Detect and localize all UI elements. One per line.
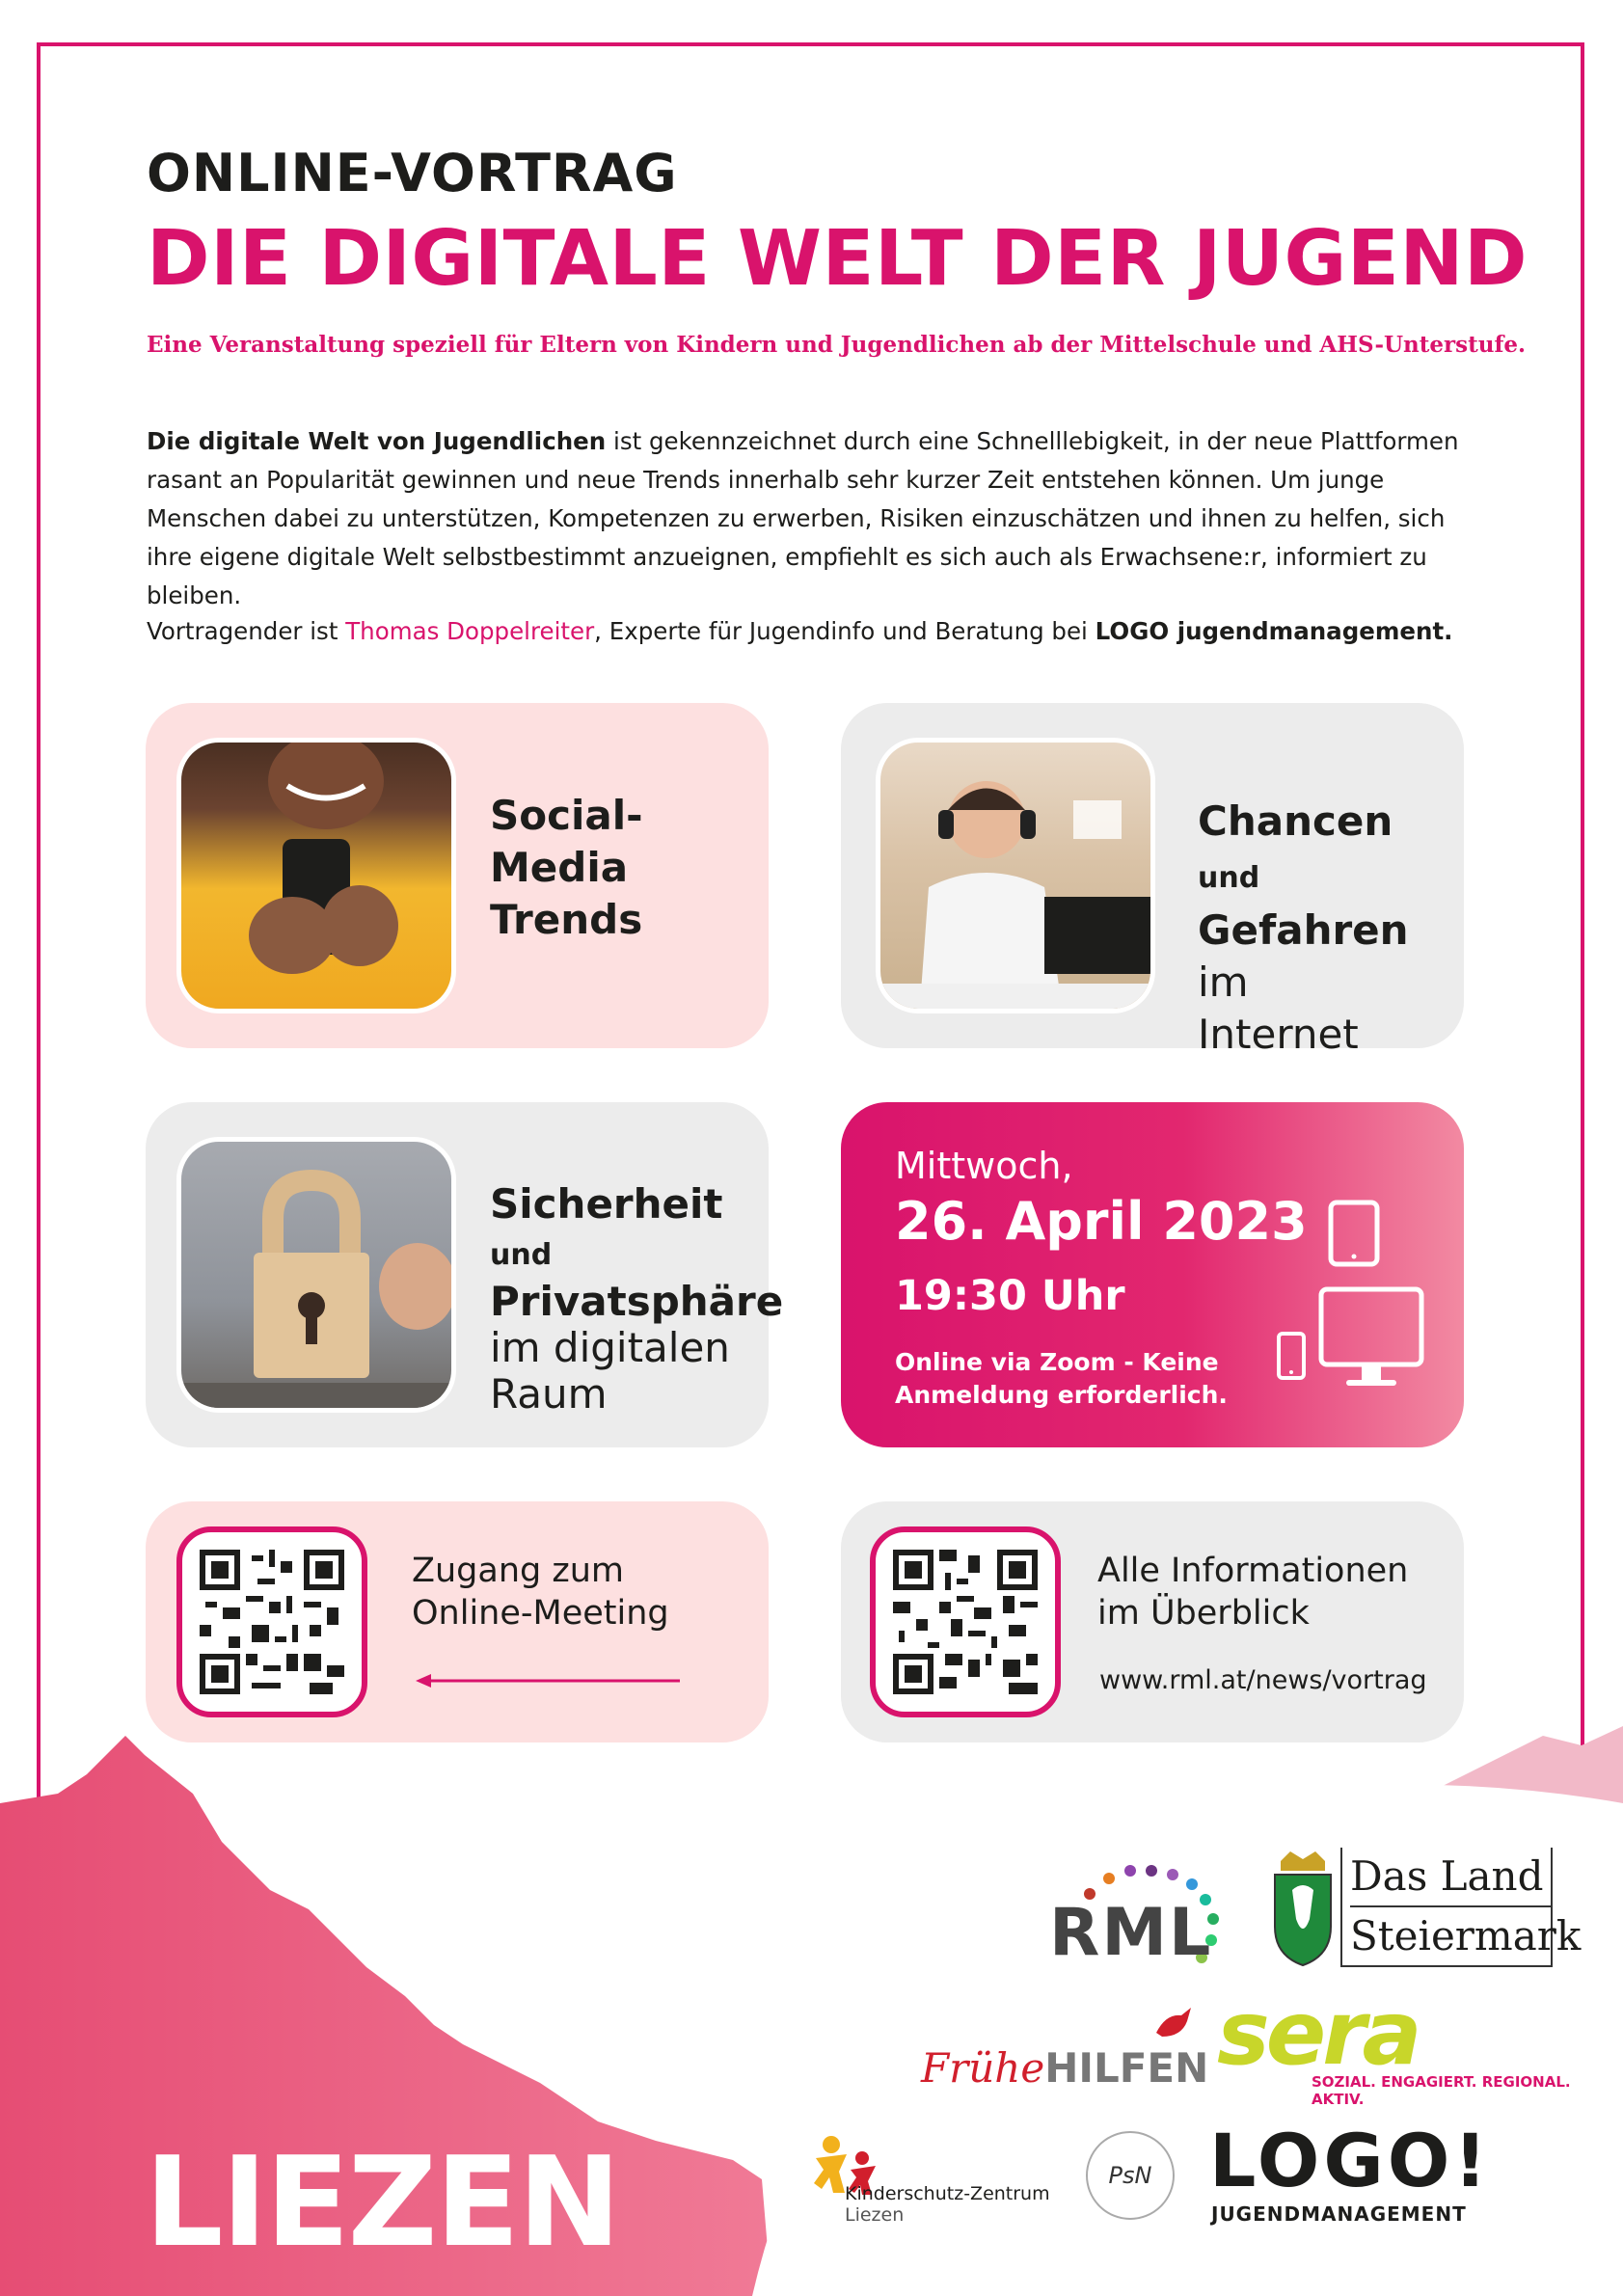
event-note-l1: Online via Zoom - Keine [895,1348,1219,1376]
chancen-w4: im [1198,959,1249,1006]
sicherheit-text [490,1181,783,1418]
qr-meeting-l2: Online-Meeting [412,1594,669,1633]
event-weekday: Mittwoch, [895,1145,1073,1187]
social-l2: Media [490,844,629,891]
page-title: DIE DIGITALE WELT DER JUGEND [147,214,1528,303]
ksz-l1: Kinderschutz-Zentrum [845,2183,1050,2204]
speaker-middle: , Experte für Jugendinfo und Beratung bei [594,617,1096,645]
chancen-text [1198,796,1464,1061]
card-social-media [146,703,769,1048]
psn-logo: PsN [1086,2131,1175,2220]
card-qr-info [841,1501,1464,1742]
qr-code-meeting[interactable] [176,1526,367,1717]
card-sicherheit [146,1102,784,1447]
card-chancen [841,703,1464,1058]
kinderschutz-logo [845,2183,1050,2226]
event-date-card [841,1102,1464,1447]
card-qr-meeting [146,1501,769,1742]
social-l3: Trends [490,896,643,943]
photo-padlock [176,1137,456,1413]
speaker-name: Thomas Doppelreiter [345,617,595,645]
info-url-link[interactable]: www.rml.at/news/vortrag [1099,1665,1427,1695]
kicker: ONLINE-VORTRAG [147,143,678,203]
event-date: 26. April 2023 [895,1191,1308,1252]
speaker-org: LOGO jugendmanagement. [1095,617,1453,645]
intro-lead: Die digitale Welt von Jugendlichen [147,427,607,455]
chancen-w3: Gefahren [1198,906,1409,954]
padlock-icon [181,1142,456,1413]
social-media-text [490,790,643,946]
qr-info-icon [893,1550,1038,1694]
photo-boy-computer [876,738,1155,1013]
sicherheit-w3: Privatsphäre [490,1278,784,1325]
smartphone-illustration [181,743,456,1013]
sicherheit-w1: Sicherheit [490,1180,723,1228]
bird-icon [1152,2004,1195,2046]
fruehe-hilfen-logo [921,2044,1208,2092]
fruehe-text: Frühe [921,2044,1045,2092]
photo-smartphone [176,738,456,1013]
event-time: 19:30 Uhr [895,1272,1125,1320]
land-l1: Das Land [1350,1848,1551,1907]
speaker-prefix: Vortragender ist [147,617,346,645]
logo-subtitle: JUGENDMANAGEMENT [1211,2202,1467,2226]
steiermark-crest-icon [1271,1851,1335,1967]
land-l2: Steiermark [1350,1912,1582,1959]
rml-logo: RML [1049,1895,1213,1971]
intro-rest: ist gekennzeichnet durch eine Schnelllebigkeit, in der neue Plattformen rasant an Popularität gewinnen und neue Trends innerhalb sehr kurzer Zeit entstehen können. Um junge Menschen dabei zu unterstützen, Kompetenzen zu erwerben, Risiken einzuschätzen und ihnen zu helfen, sich ihre eigene digitale Welt selbstbestimmt anzueignen, empfiehlt es sich auch als Erwachsene:r, informiert zu bleiben. [147,427,1459,609]
sera-tagline: SOZIAL. ENGAGIERT. REGIONAL. AKTIV. [1312,2073,1571,2108]
devices-icon [1275,1199,1439,1420]
intro-paragraph [147,422,1477,615]
land-steiermark-logo [1340,1848,1582,1967]
sicherheit-w2: und [490,1238,553,1272]
speaker-line [147,617,1452,645]
qr-info-text [1097,1550,1408,1634]
event-note-l2: Anmeldung erforderlich. [895,1381,1228,1409]
hilfen-text: HILFEN [1044,2044,1209,2092]
arrow-left-icon [414,1671,684,1690]
social-l1: Social- [490,792,643,839]
chancen-w5: Internet [1198,1011,1359,1058]
logo-jugendmanagement-logo: LOGO! [1209,2118,1491,2203]
sicherheit-w4: im digitalen [490,1324,730,1371]
chancen-w2: und [1198,861,1260,895]
subtitle: Eine Veranstaltung speziell für Eltern von Kindern und Jugendlichen ab der Mittelschule und AHS-Unterstufe. [147,332,1526,358]
liezen-logo: LIEZEN [145,2131,619,2275]
boy-computer-illustration [880,743,1155,1013]
chancen-w1: Chancen [1198,797,1393,845]
ksz-l2: Liezen [845,2204,905,2226]
sera-logo: sera [1217,1982,1419,2085]
qr-info-l2: im Überblick [1097,1594,1310,1633]
qr-meeting-icon [200,1550,344,1694]
sicherheit-w5: Raum [490,1370,608,1418]
qr-info-l1: Alle Informationen [1097,1552,1409,1590]
qr-meeting-text [412,1550,669,1634]
qr-meeting-l1: Zugang zum [412,1552,624,1590]
qr-code-info[interactable] [870,1526,1061,1717]
event-note [895,1346,1228,1412]
